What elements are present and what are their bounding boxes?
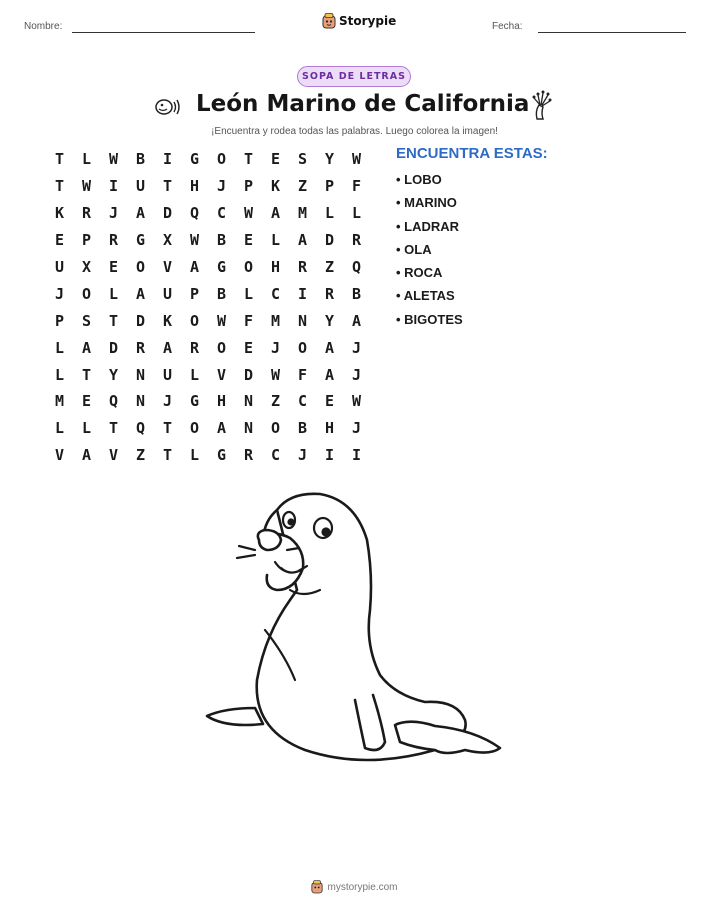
grid-cell[interactable]: K	[54, 204, 65, 223]
grid-cell[interactable]: L	[54, 419, 65, 438]
grid-cell[interactable]: Q	[351, 258, 362, 276]
grid-cell[interactable]: F	[243, 311, 254, 330]
grid-cell[interactable]: L	[243, 284, 254, 303]
storypie-logo-icon	[311, 880, 323, 894]
grid-cell[interactable]: M	[54, 392, 65, 411]
storypie-logo-icon	[322, 13, 336, 29]
grid-cell[interactable]: X	[162, 231, 173, 250]
sea-lion-barking-icon	[154, 95, 182, 119]
grid-cell[interactable]: L	[54, 365, 65, 384]
grid-cell[interactable]: U	[54, 258, 65, 276]
grid-cell[interactable]: C	[216, 204, 227, 223]
word-list	[396, 170, 463, 333]
word-item: • LADRAR	[396, 217, 463, 240]
instructions: ¡Encuentra y rodea todas las palabras. Luego colorea la imagen!	[211, 126, 498, 137]
grid-cell[interactable]: N	[243, 392, 254, 411]
grid-cell[interactable]: W	[243, 204, 254, 223]
grid-cell[interactable]: L	[189, 365, 200, 384]
grid-cell[interactable]: J	[351, 365, 362, 384]
word-item: • ROCA	[396, 263, 463, 286]
grid-cell[interactable]: K	[270, 177, 281, 196]
grid-cell[interactable]: Z	[297, 177, 308, 196]
grid-cell[interactable]: E	[54, 231, 65, 250]
grid-cell[interactable]: T	[162, 177, 173, 196]
grid-cell[interactable]: U	[135, 177, 146, 196]
grid-cell[interactable]: A	[135, 284, 146, 303]
grid-cell[interactable]: D	[162, 204, 173, 223]
grid-cell[interactable]: L	[351, 204, 362, 223]
grid-cell[interactable]: D	[243, 365, 254, 384]
grid-cell[interactable]: F	[351, 177, 362, 196]
brand	[322, 13, 396, 29]
grid-cell[interactable]: G	[216, 446, 227, 465]
grid-cell[interactable]: P	[189, 284, 200, 303]
grid-cell[interactable]: T	[162, 446, 173, 465]
page-title: León Marino de California	[196, 91, 530, 117]
grid-cell[interactable]: W	[351, 392, 362, 411]
grid-cell[interactable]: P	[243, 177, 254, 196]
grid-cell[interactable]: C	[270, 284, 281, 303]
grid-cell[interactable]: E	[243, 338, 254, 357]
grid-cell[interactable]: O	[216, 338, 227, 357]
grid-cell[interactable]: G	[216, 258, 227, 276]
grid-cell[interactable]: A	[324, 338, 335, 357]
grid-cell[interactable]: J	[162, 392, 173, 411]
grid-cell[interactable]: I	[324, 446, 335, 465]
grid-cell[interactable]: P	[324, 177, 335, 196]
grid-cell[interactable]: W	[81, 177, 92, 196]
grid-cell[interactable]: H	[324, 419, 335, 438]
word-search-grid[interactable]	[46, 146, 370, 469]
name-line[interactable]	[72, 32, 255, 33]
grid-cell[interactable]: R	[81, 204, 92, 223]
grid-cell[interactable]: A	[270, 204, 281, 223]
grid-cell[interactable]: B	[135, 150, 146, 169]
word-item: • BIGOTES	[396, 310, 463, 333]
name-label: Nombre:	[24, 21, 63, 32]
word-item: • ALETAS	[396, 286, 463, 309]
grid-cell[interactable]: I	[162, 150, 173, 169]
grid-cell[interactable]: T	[162, 419, 173, 438]
grid-cell[interactable]: Y	[324, 311, 335, 330]
activity-badge: SOPA DE LETRAS	[297, 66, 411, 87]
grid-cell[interactable]: G	[189, 392, 200, 411]
grid-cell[interactable]: A	[297, 231, 308, 250]
grid-cell[interactable]: O	[270, 419, 281, 438]
grid-cell[interactable]: B	[216, 231, 227, 250]
grid-cell[interactable]: J	[54, 284, 65, 303]
grid-cell[interactable]: N	[243, 419, 254, 438]
grid-cell[interactable]: U	[162, 365, 173, 384]
grid-cell[interactable]: A	[81, 338, 92, 357]
grid-cell[interactable]: O	[189, 311, 200, 330]
grid-cell[interactable]: M	[270, 311, 281, 330]
grid-cell[interactable]: A	[135, 204, 146, 223]
grid-cell[interactable]: L	[81, 419, 92, 438]
grid-cell[interactable]: R	[243, 446, 254, 465]
grid-cell[interactable]: C	[297, 392, 308, 411]
grid-cell[interactable]: H	[216, 392, 227, 411]
grid-cell[interactable]: W	[108, 150, 119, 169]
sea-lion-illustration	[195, 480, 515, 770]
grid-cell[interactable]: C	[270, 446, 281, 465]
grid-cell[interactable]: R	[189, 338, 200, 357]
grid-cell[interactable]: O	[243, 258, 254, 276]
grid-cell[interactable]: E	[270, 150, 281, 169]
grid-cell[interactable]: A	[189, 258, 200, 276]
grid-cell[interactable]: L	[108, 284, 119, 303]
grid-cell[interactable]: W	[216, 311, 227, 330]
grid-cell[interactable]: W	[270, 365, 281, 384]
grid-cell[interactable]: R	[135, 338, 146, 357]
grid-cell[interactable]: J	[297, 446, 308, 465]
grid-cell[interactable]: L	[324, 204, 335, 223]
grid-cell[interactable]: P	[54, 311, 65, 330]
grid-cell[interactable]: W	[189, 231, 200, 250]
footer	[0, 880, 709, 894]
word-item: • LOBO	[396, 170, 463, 193]
anemone-icon	[528, 89, 554, 121]
grid-cell[interactable]: D	[135, 311, 146, 330]
grid-cell[interactable]: J	[351, 338, 362, 357]
word-item: • MARINO	[396, 193, 463, 216]
grid-cell[interactable]: I	[297, 284, 308, 303]
date-line[interactable]	[538, 32, 686, 33]
grid-cell[interactable]: M	[297, 204, 308, 223]
grid-cell[interactable]: N	[297, 311, 308, 330]
grid-cell[interactable]: I	[351, 446, 362, 465]
grid-cell[interactable]: T	[243, 150, 254, 169]
grid-cell[interactable]: A	[81, 446, 92, 465]
grid-cell[interactable]: V	[54, 446, 65, 465]
grid-cell[interactable]: R	[108, 231, 119, 250]
grid-cell[interactable]: Q	[108, 392, 119, 411]
grid-cell[interactable]: J	[351, 419, 362, 438]
grid-cell[interactable]: E	[108, 258, 119, 276]
brand-name: Storypie	[339, 14, 397, 28]
grid-cell[interactable]: O	[81, 284, 92, 303]
grid-cell[interactable]: P	[81, 231, 92, 250]
grid-cell[interactable]: E	[243, 231, 254, 250]
grid-cell[interactable]: J	[216, 177, 227, 196]
grid-cell[interactable]: T	[108, 311, 119, 330]
grid-cell[interactable]: L	[54, 338, 65, 357]
grid-cell[interactable]: Z	[135, 446, 146, 465]
grid-cell[interactable]: W	[351, 150, 362, 169]
grid-cell[interactable]: T	[54, 150, 65, 169]
grid-cell[interactable]: Y	[108, 365, 119, 384]
grid-cell[interactable]: V	[162, 258, 173, 276]
grid-cell[interactable]: O	[135, 258, 146, 276]
grid-cell[interactable]: R	[297, 258, 308, 276]
grid-cell[interactable]: I	[108, 177, 119, 196]
grid-cell[interactable]: R	[351, 231, 362, 250]
grid-cell[interactable]: O	[297, 338, 308, 357]
grid-cell[interactable]: F	[297, 365, 308, 384]
grid-cell[interactable]: X	[81, 258, 92, 276]
grid-cell[interactable]: G	[135, 231, 146, 250]
grid-cell[interactable]: U	[162, 284, 173, 303]
grid-cell[interactable]: S	[297, 150, 308, 169]
grid-cell[interactable]: L	[81, 150, 92, 169]
footer-url[interactable]: mystorypie.com	[327, 881, 398, 893]
word-item: • OLA	[396, 240, 463, 263]
grid-cell[interactable]: N	[135, 365, 146, 384]
grid-cell[interactable]: Q	[135, 419, 146, 438]
grid-cell[interactable]: Q	[189, 204, 200, 223]
find-these-heading: ENCUENTRA ESTAS:	[396, 145, 548, 162]
grid-cell[interactable]: O	[189, 419, 200, 438]
grid-cell[interactable]: J	[270, 338, 281, 357]
grid-cell[interactable]: T	[108, 419, 119, 438]
grid-cell[interactable]: D	[324, 231, 335, 250]
grid-cell[interactable]: B	[216, 284, 227, 303]
grid-cell[interactable]: S	[81, 311, 92, 330]
grid-cell[interactable]: A	[216, 419, 227, 438]
grid-cell[interactable]: R	[324, 284, 335, 303]
grid-cell[interactable]: V	[108, 446, 119, 465]
grid-cell[interactable]: G	[189, 150, 200, 169]
grid-cell[interactable]: N	[135, 392, 146, 411]
grid-cell[interactable]: D	[108, 338, 119, 357]
grid-cell[interactable]: A	[324, 365, 335, 384]
grid-cell[interactable]: T	[81, 365, 92, 384]
grid-cell[interactable]: O	[216, 150, 227, 169]
grid-cell[interactable]: Y	[324, 150, 335, 169]
grid-cell[interactable]: H	[189, 177, 200, 196]
grid-cell[interactable]: B	[351, 284, 362, 303]
grid-cell[interactable]: Z	[324, 258, 335, 276]
grid-cell[interactable]: J	[108, 204, 119, 223]
grid-cell[interactable]: L	[189, 446, 200, 465]
grid-cell[interactable]: K	[162, 311, 173, 330]
grid-cell[interactable]: E	[324, 392, 335, 411]
grid-cell[interactable]: Z	[270, 392, 281, 411]
grid-cell[interactable]: T	[54, 177, 65, 196]
grid-cell[interactable]: E	[81, 392, 92, 411]
grid-cell[interactable]: A	[162, 338, 173, 357]
date-label: Fecha:	[492, 21, 523, 32]
grid-cell[interactable]: B	[297, 419, 308, 438]
grid-cell[interactable]: H	[270, 258, 281, 276]
grid-cell[interactable]: L	[270, 231, 281, 250]
grid-cell[interactable]: A	[351, 311, 362, 330]
grid-cell[interactable]: V	[216, 365, 227, 384]
